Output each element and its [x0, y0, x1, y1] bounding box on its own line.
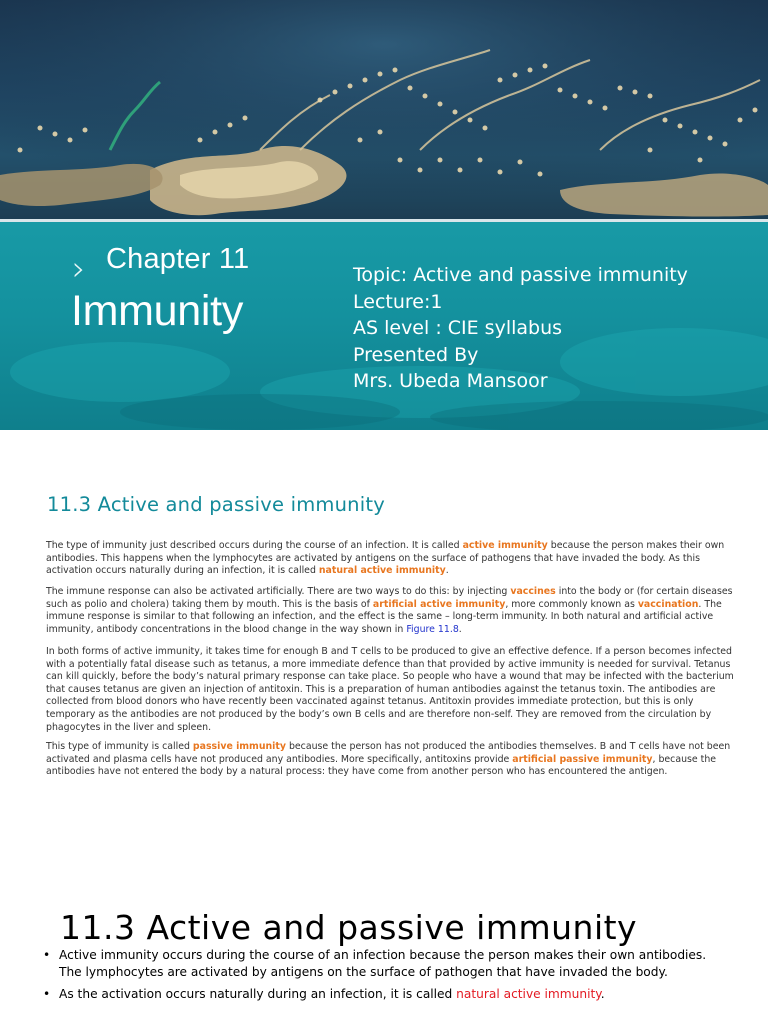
- bullet-icon: •: [43, 987, 51, 1001]
- paragraph-passive-immunity: This type of immunity is called passive immunity because the person has not produced the antibodies themselves. B and T cells have not been activated and plasma cells have not produced any antibodies. More specifically, antitoxins provide artificial passive immunity, because the antibodies have not entered the body by a natural process: they have come from another person who has encountered the antigen.: [46, 741, 731, 778]
- section-heading: 11.3 Active and passive immunity: [47, 493, 385, 516]
- keyword: artificial active immunity: [372, 598, 506, 610]
- keyword: vaccination: [637, 598, 699, 610]
- keyword: passive immunity: [192, 741, 286, 752]
- level-line: AS level : CIE syllabus: [353, 317, 563, 339]
- chevron-right-icon: ›: [72, 249, 86, 289]
- presenter-name: Mrs. Ubeda Mansoor: [353, 370, 548, 392]
- keyword: vaccines: [510, 586, 556, 597]
- highlight-term: natural active immunity: [456, 987, 601, 1001]
- paragraph-vaccination: The immune response can also be activated artificially. There are two ways to do this: by injecting vaccines into the body or (for certain diseases such as polio and cholera) taking them by mouth. This is the basis of artificial active immunity, more commonly known as vaccination. The immune response is similar to that following an infection, and the effect is the same – long-term immunity. In both natural and artificial active immunity, antibody concentrations in the blood change in the way shown in Figure 11.8.: [46, 586, 733, 635]
- topic-line: Topic: Active and passive immunity: [353, 264, 688, 286]
- figure-link[interactable]: Figure 11.8: [406, 623, 459, 635]
- bullet-item: • As the activation occurs naturally during an infection, it is called natural active immunity.: [43, 987, 605, 1001]
- lecture-line: Lecture:1: [353, 290, 443, 313]
- paragraph-active-immunity: The type of immunity just described occurs during the course of an infection. It is called active immunity because the person makes their own antibodies. This happens when the lymphocytes are activated by antigens on the surface of pathogens that have invaded the body. As this activation occurs naturally during an infection, it is called natural active immunity.: [46, 540, 725, 577]
- summary-title: 11.3 Active and passive immunity: [60, 908, 638, 947]
- keyword: natural active immunity: [318, 565, 446, 577]
- chapter-label: Chapter 11: [106, 243, 250, 275]
- presented-by-line: Presented By: [353, 343, 479, 366]
- bullet-list: [40, 947, 720, 1008]
- bullet-icon: •: [43, 948, 51, 962]
- keyword: artificial passive immunity: [512, 753, 653, 765]
- lecture-info: [353, 262, 758, 395]
- cover-image: [0, 0, 768, 222]
- keyword: active immunity: [462, 540, 548, 551]
- title-slide: [0, 0, 768, 430]
- paragraph-tetanus: In both forms of active immunity, it takes time for enough B and T cells to be produced to give an effective defence. If a person becomes infected with a potentially fatal disease such as tetanus, a more immediate defence than that provided by active immunity is needed for survival. Tetanus can kill quickly, before the body’s natural primary response can take place. So people who have a wound that may be infected with the bacterium that causes tetanus are given an injection of antitoxin. This is a preparation of human antibodies against the tetanus toxin. The antibodies are collected from blood donors who have recently been vaccinated against tetanus. Antitoxin provides immediate protection, but this is only temporary as the antibodies are not produced by the body’s own B cells and are therefore non-self. They are removed from the circulation by phagocytes in the liver and spleen.: [46, 646, 734, 733]
- slide-title: Immunity: [71, 287, 244, 335]
- microscope-image: [0, 0, 768, 222]
- bullet-item: • Active immunity occurs during the course of an infection because the person makes their own antibodies. The lymphocytes are activated by antigens on the surface of pathogen that have invaded the body.: [43, 948, 707, 979]
